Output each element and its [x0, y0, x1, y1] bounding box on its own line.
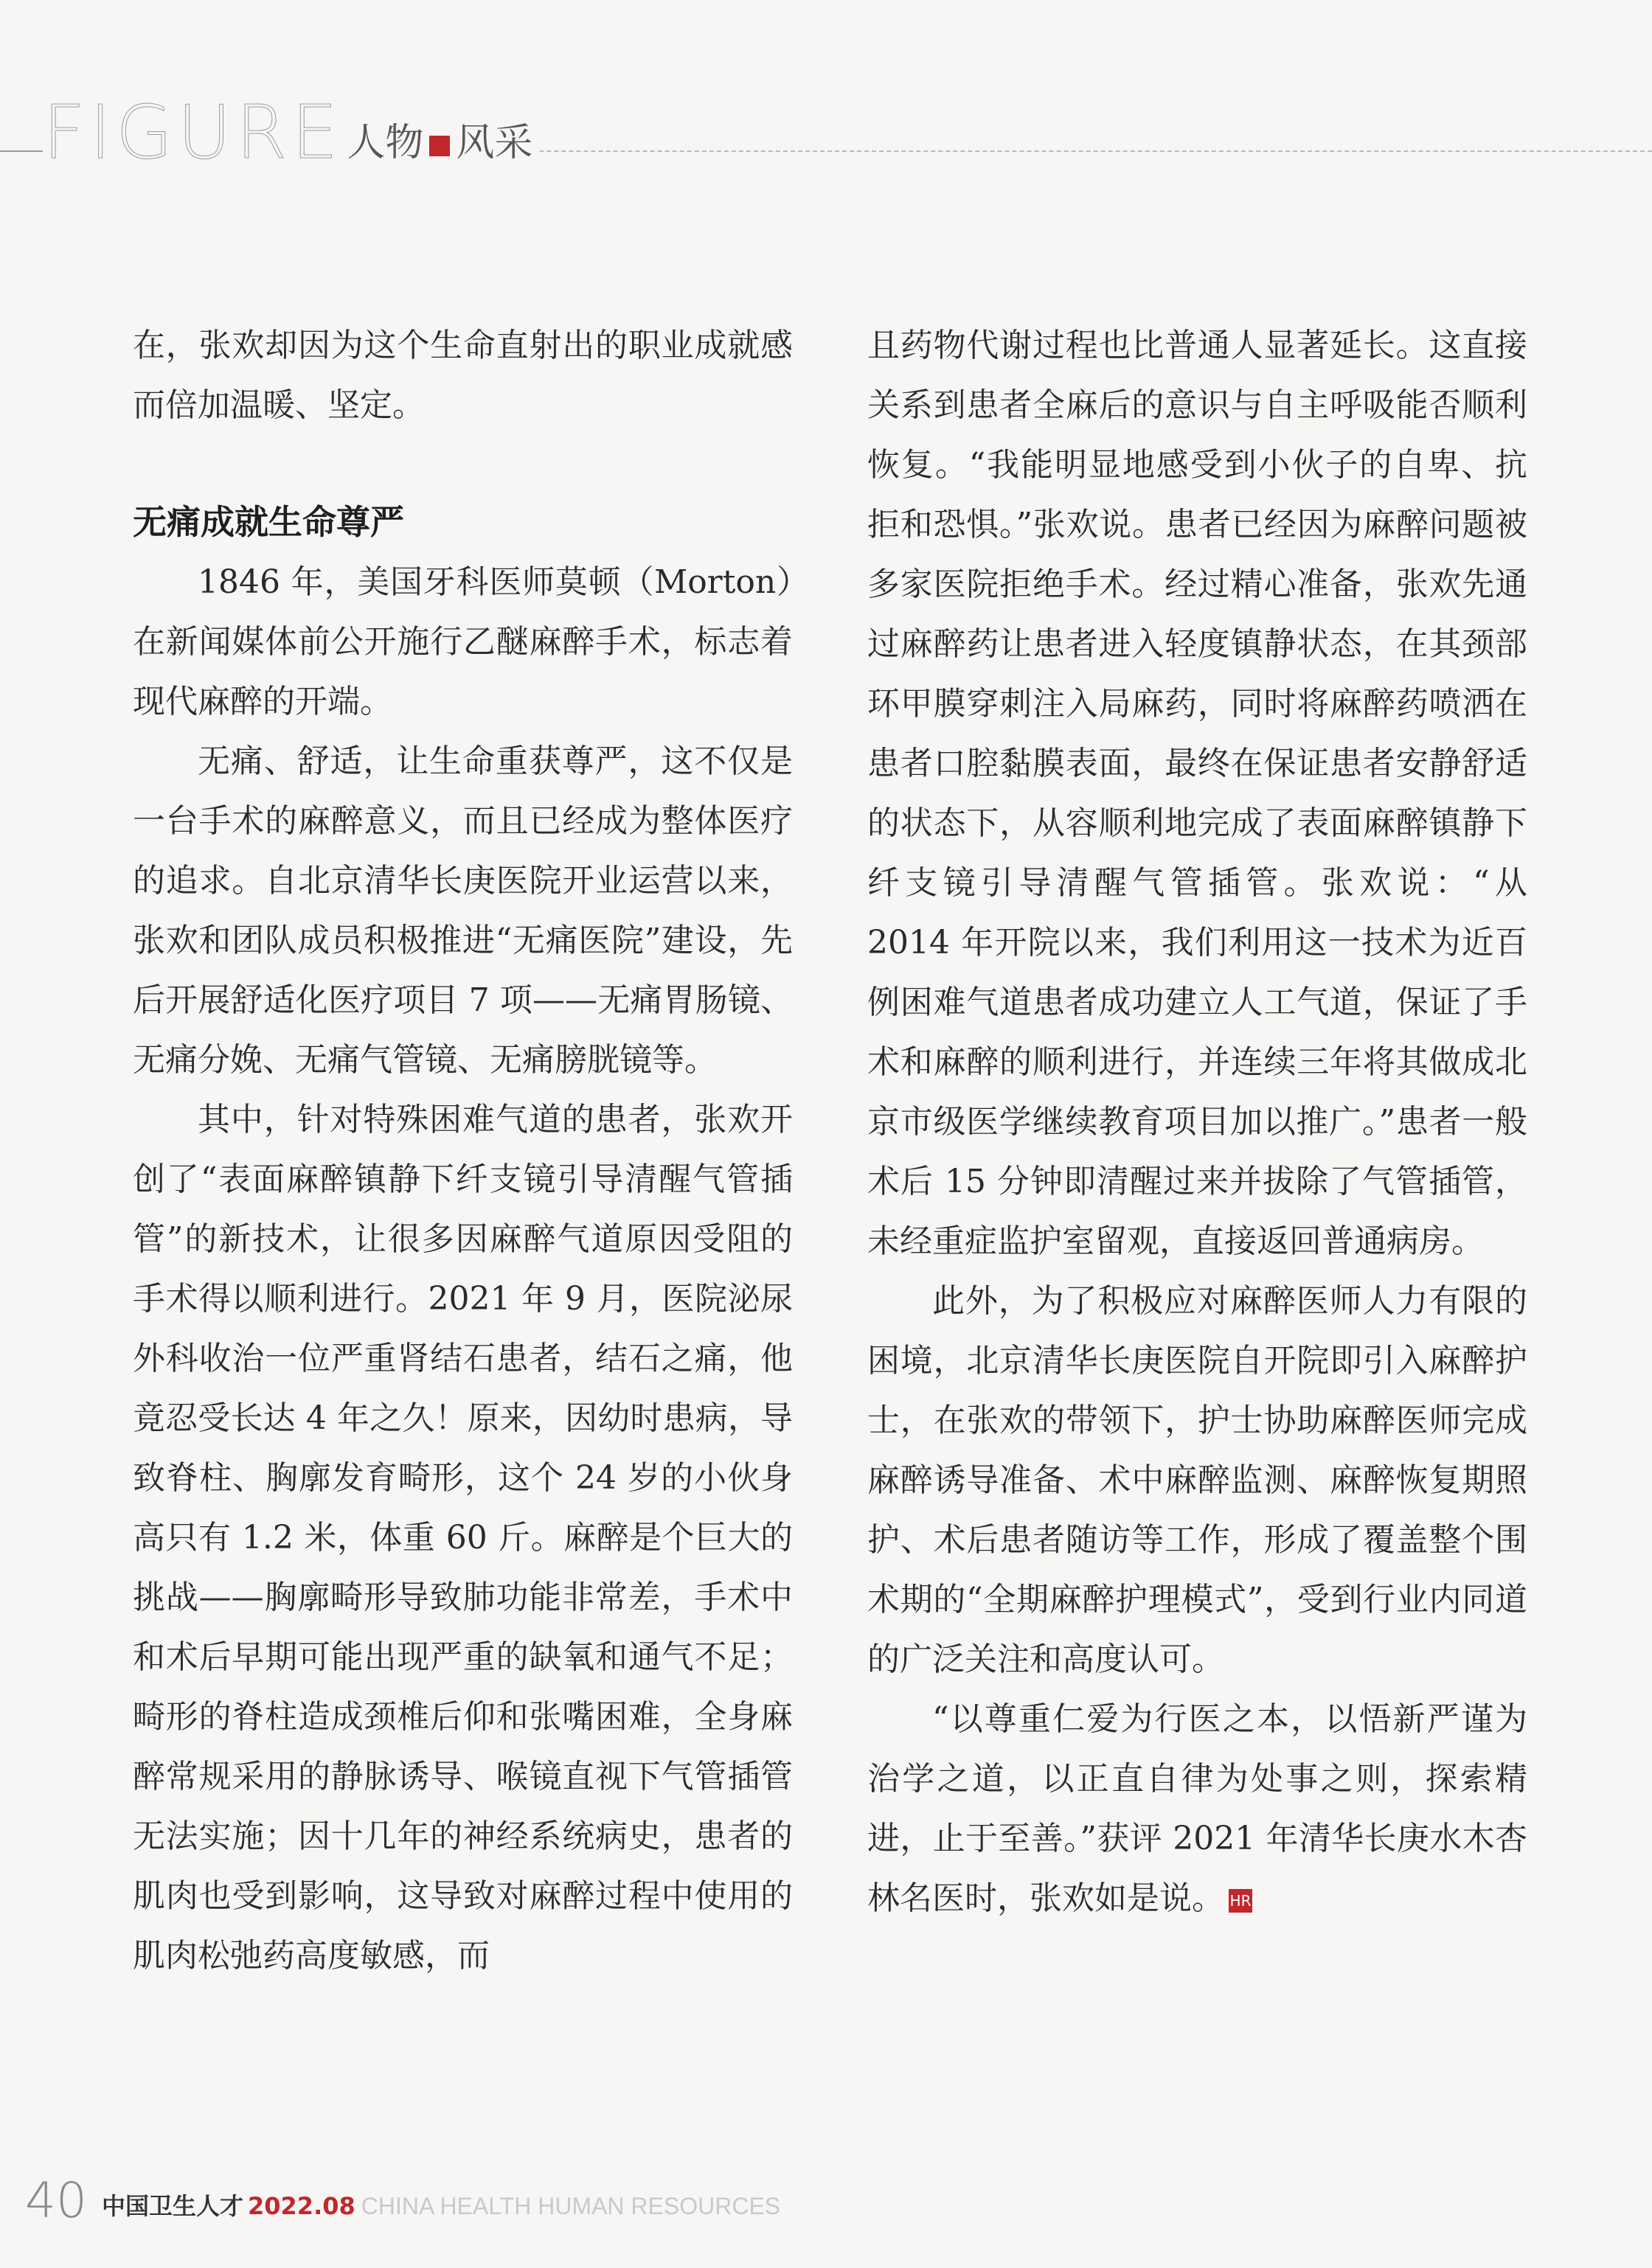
section-title-cn-2: 风采 [456, 121, 533, 165]
page-header [0, 88, 1652, 175]
right-column [867, 316, 1527, 1928]
section-title-en: FIGURE [43, 89, 343, 175]
paragraph: 其中，针对特殊困难气道的患者，张欢开创了“表面麻醉镇静下纤支镜引导清醒气管插管”的新技术，让很多因麻醉气道原因受阻的手术得以顺利进行。2021 年 9 月，医院泌尿外科收治一位严重肾结石患者，结石之痛，他竟忍受长达 4 年之久！原来，因幼时患病，导致脊柱、胸廓发育畸形，这个 24 岁的小伙身高只有 1.2 米，体重 60 斤。麻醉是个巨大的挑战——胸廓畸形导致肺功能非常差，手术中和术后早期可能出现严重的缺氧和通气不足；畸形的脊柱造成颈椎后仰和张嘴困难，全身麻醉常规采用的静脉诱导、喉镜直视下气管插管无法实施；因十几年的神经系统病史，患者的肌肉也受到影响，这导致对麻醉过程中使用的肌肉松弛药高度敏感，而 [133, 1101, 793, 1975]
paragraph: 1846 年，美国牙科医师莫顿（Morton）在新闻媒体前公开施行乙醚麻醉手术，标志着现代麻醉的开端。 [133, 563, 793, 720]
end-mark-icon: HR [1229, 1889, 1252, 1913]
red-square-icon [429, 136, 450, 156]
issue-number: 2022.08 [248, 2192, 355, 2220]
page-footer [25, 2168, 780, 2227]
page-number: 40 [25, 2172, 87, 2229]
section-title [43, 88, 540, 175]
paragraph: 此外，为了积极应对麻醉医师人力有限的困境，北京清华长庚医院自开院即引入麻醉护士，在张欢的带领下，护士协助麻醉医师完成麻醉诱导准备、术中麻醉监测、麻醉恢复期照护、术后患者随访等工作，形成了覆盖整个围术期的“全期麻醉护理模式”，受到行业内同道的广泛关注和高度认可。 [867, 1282, 1527, 1678]
section-heading: 无痛成就生命尊严 [133, 502, 404, 542]
journal-name-en: CHINA HEALTH HUMAN RESOURCES [361, 2193, 781, 2219]
closing-paragraph [867, 1689, 1527, 1928]
journal-name-cn: 中国卫生人才 [101, 2192, 243, 2220]
paragraph: 无痛、舒适，让生命重获尊严，这不仅是一台手术的麻醉意义，而且已经成为整体医疗的追求。自北京清华长庚医院开业运营以来，张欢和团队成员积极推进“无痛医院”建设，先后开展舒适化医疗项目 7 项——无痛胃肠镜、无痛分娩、无痛气管镜、无痛膀胱镜等。 [133, 742, 793, 1079]
continued-paragraph: 且药物代谢过程也比普通人显著延长。这直接关系到患者全麻后的意识与自主呼吸能否顺利恢复。“我能明显地感受到小伙子的自卑、抗拒和恐惧。”张欢说。患者已经因为麻醉问题被多家医院拒绝手术。经过精心准备，张欢先通过麻醉药让患者进入轻度镇静状态，在其颈部环甲膜穿刺注入局麻药，同时将麻醉药喷洒在患者口腔黏膜表面，最终在保证患者安静舒适的状态下，从容顺利地完成了表面麻醉镇静下纤支镜引导清醒气管插管。张欢说：“从 2014 年开院以来，我们利用这一技术为近百例困难气道患者成功建立人工气道，保证了手术和麻醉的顺利进行，并连续三年将其做成北京市级医学继续教育项目加以推广。”患者一般术后 15 分钟即清醒过来并拔除了气管插管，未经重症监护室留观，直接返回普通病房。 [867, 327, 1527, 1260]
intro-paragraph: 在，张欢却因为这个生命直射出的职业成就感而倍加温暖、坚定。 [133, 327, 793, 424]
closing-text: “以尊重仁爱为行医之本，以悟新严谨为治学之道，以正直自律为处事之则，探索精进，止于至善。”获评 2021 年清华长庚水木杏林名医时，张欢如是说。 [867, 1700, 1527, 1917]
section-title-cn-1: 人物 [347, 121, 424, 165]
left-column [133, 316, 793, 1986]
